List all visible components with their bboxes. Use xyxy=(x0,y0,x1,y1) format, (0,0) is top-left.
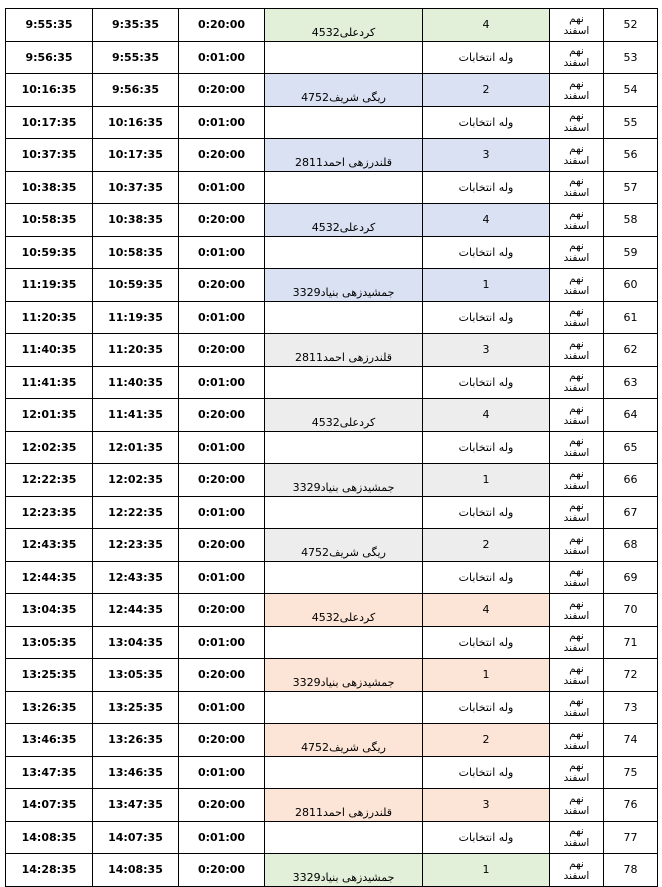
table-row xyxy=(6,74,658,107)
date-month: اسفند xyxy=(563,804,590,817)
date-day: نهم xyxy=(569,12,584,25)
table-row xyxy=(6,269,658,302)
row-number-cell: 66 xyxy=(604,464,658,497)
start-time-cell: 12:02:35 xyxy=(93,464,179,497)
candidate-cell: قلندرزهی احمد2811 xyxy=(265,789,423,822)
candidate-cell xyxy=(265,171,423,204)
code-cell: 2 xyxy=(423,529,550,562)
date-month: اسفند xyxy=(563,284,590,297)
date-cell xyxy=(550,366,604,399)
date-cell xyxy=(550,301,604,334)
row-number-cell: 56 xyxy=(604,139,658,172)
date-day: نهم xyxy=(569,45,584,58)
duration-cell: 0:20:00 xyxy=(179,464,265,497)
code-cell: وله انتخابات xyxy=(423,366,550,399)
date-month: اسفند xyxy=(563,739,590,752)
table-row xyxy=(6,789,658,822)
date-cell xyxy=(550,41,604,74)
date-month: اسفند xyxy=(563,317,590,330)
date-cell xyxy=(550,691,604,724)
candidate-cell xyxy=(265,691,423,724)
candidate-cell xyxy=(265,756,423,789)
candidate-cell: جمشیدزهی بنیاد3329 xyxy=(265,854,423,887)
code-cell: 4 xyxy=(423,399,550,432)
candidate-cell: کردعلی4532 xyxy=(265,594,423,627)
date-cell xyxy=(550,529,604,562)
date-cell xyxy=(550,659,604,692)
candidate-cell: جمشیدزهی بنیاد3329 xyxy=(265,269,423,302)
date-cell xyxy=(550,821,604,854)
table-row xyxy=(6,724,658,757)
start-time-cell: 9:55:35 xyxy=(93,41,179,74)
schedule-table xyxy=(5,8,658,887)
date-day: نهم xyxy=(569,272,584,285)
table-row xyxy=(6,821,658,854)
date-month: اسفند xyxy=(563,154,590,167)
date-cell xyxy=(550,464,604,497)
end-time-cell: 13:25:35 xyxy=(6,659,93,692)
end-time-cell: 14:28:35 xyxy=(6,854,93,887)
candidate-cell: کردعلی4532 xyxy=(265,204,423,237)
end-time-cell: 13:05:35 xyxy=(6,626,93,659)
start-time-cell: 11:19:35 xyxy=(93,301,179,334)
end-time-cell: 9:56:35 xyxy=(6,41,93,74)
date-cell xyxy=(550,399,604,432)
code-cell: 3 xyxy=(423,139,550,172)
code-cell: 4 xyxy=(423,204,550,237)
date-month: اسفند xyxy=(563,837,590,850)
date-day: نهم xyxy=(569,370,584,383)
table-row xyxy=(6,139,658,172)
code-cell: وله انتخابات xyxy=(423,496,550,529)
date-cell xyxy=(550,74,604,107)
table-row xyxy=(6,366,658,399)
candidate-cell: کردعلی4532 xyxy=(265,9,423,42)
start-time-cell: 14:08:35 xyxy=(93,854,179,887)
duration-cell: 0:20:00 xyxy=(179,334,265,367)
candidate-cell: ریگی شریف4752 xyxy=(265,724,423,757)
end-time-cell: 12:01:35 xyxy=(6,399,93,432)
start-time-cell: 11:40:35 xyxy=(93,366,179,399)
end-time-cell: 11:41:35 xyxy=(6,366,93,399)
table-row xyxy=(6,334,658,367)
code-cell: 1 xyxy=(423,659,550,692)
code-cell: 2 xyxy=(423,724,550,757)
date-cell xyxy=(550,789,604,822)
candidate-cell xyxy=(265,236,423,269)
code-cell: وله انتخابات xyxy=(423,106,550,139)
candidate-cell xyxy=(265,366,423,399)
date-day: نهم xyxy=(569,240,584,253)
code-cell: وله انتخابات xyxy=(423,236,550,269)
date-cell xyxy=(550,236,604,269)
duration-cell: 0:20:00 xyxy=(179,724,265,757)
date-day: نهم xyxy=(569,727,584,740)
date-month: اسفند xyxy=(563,122,590,135)
candidate-cell: قلندرزهی احمد2811 xyxy=(265,139,423,172)
start-time-cell: 10:59:35 xyxy=(93,269,179,302)
end-time-cell: 14:07:35 xyxy=(6,789,93,822)
row-number-cell: 71 xyxy=(604,626,658,659)
end-time-cell: 10:17:35 xyxy=(6,106,93,139)
duration-cell: 0:01:00 xyxy=(179,171,265,204)
row-number-cell: 72 xyxy=(604,659,658,692)
table-row xyxy=(6,236,658,269)
date-day: نهم xyxy=(569,695,584,708)
duration-cell: 0:01:00 xyxy=(179,626,265,659)
duration-cell: 0:20:00 xyxy=(179,659,265,692)
row-number-cell: 63 xyxy=(604,366,658,399)
row-number-cell: 65 xyxy=(604,431,658,464)
date-month: اسفند xyxy=(563,544,590,557)
date-day: نهم xyxy=(569,110,584,123)
date-day: نهم xyxy=(569,662,584,675)
candidate-cell xyxy=(265,561,423,594)
date-day: نهم xyxy=(569,792,584,805)
end-time-cell: 12:22:35 xyxy=(6,464,93,497)
start-time-cell: 13:47:35 xyxy=(93,789,179,822)
date-cell xyxy=(550,269,604,302)
date-cell xyxy=(550,724,604,757)
end-time-cell: 10:58:35 xyxy=(6,204,93,237)
candidate-cell: ریگی شریف4752 xyxy=(265,529,423,562)
candidate-cell: جمشیدزهی بنیاد3329 xyxy=(265,659,423,692)
code-cell: وله انتخابات xyxy=(423,561,550,594)
row-number-cell: 75 xyxy=(604,756,658,789)
end-time-cell: 12:02:35 xyxy=(6,431,93,464)
date-day: نهم xyxy=(569,337,584,350)
date-month: اسفند xyxy=(563,479,590,492)
date-day: نهم xyxy=(569,630,584,643)
end-time-cell: 13:46:35 xyxy=(6,724,93,757)
table-row xyxy=(6,561,658,594)
date-month: اسفند xyxy=(563,869,590,882)
row-number-cell: 61 xyxy=(604,301,658,334)
end-time-cell: 10:16:35 xyxy=(6,74,93,107)
date-month: اسفند xyxy=(563,89,590,102)
date-day: نهم xyxy=(569,402,584,415)
end-time-cell: 12:23:35 xyxy=(6,496,93,529)
start-time-cell: 13:46:35 xyxy=(93,756,179,789)
date-day: نهم xyxy=(569,142,584,155)
code-cell: وله انتخابات xyxy=(423,171,550,204)
table-row xyxy=(6,9,658,42)
row-number-cell: 76 xyxy=(604,789,658,822)
start-time-cell: 13:26:35 xyxy=(93,724,179,757)
duration-cell: 0:01:00 xyxy=(179,691,265,724)
candidate-cell: قلندرزهی احمد2811 xyxy=(265,334,423,367)
duration-cell: 0:01:00 xyxy=(179,821,265,854)
date-day: نهم xyxy=(569,857,584,870)
duration-cell: 0:01:00 xyxy=(179,301,265,334)
table-row xyxy=(6,496,658,529)
date-cell xyxy=(550,106,604,139)
duration-cell: 0:20:00 xyxy=(179,269,265,302)
date-cell xyxy=(550,756,604,789)
code-cell: 4 xyxy=(423,9,550,42)
table-row xyxy=(6,594,658,627)
date-day: نهم xyxy=(569,565,584,578)
code-cell: 3 xyxy=(423,334,550,367)
end-time-cell: 13:47:35 xyxy=(6,756,93,789)
row-number-cell: 74 xyxy=(604,724,658,757)
date-month: اسفند xyxy=(563,219,590,232)
row-number-cell: 77 xyxy=(604,821,658,854)
duration-cell: 0:20:00 xyxy=(179,9,265,42)
row-number-cell: 52 xyxy=(604,9,658,42)
date-month: اسفند xyxy=(563,707,590,720)
start-time-cell: 10:37:35 xyxy=(93,171,179,204)
table-row xyxy=(6,626,658,659)
candidate-cell xyxy=(265,431,423,464)
duration-cell: 0:20:00 xyxy=(179,139,265,172)
candidate-cell: ریگی شریف4752 xyxy=(265,74,423,107)
start-time-cell: 12:44:35 xyxy=(93,594,179,627)
duration-cell: 0:01:00 xyxy=(179,756,265,789)
code-cell: وله انتخابات xyxy=(423,691,550,724)
code-cell: 1 xyxy=(423,269,550,302)
date-day: نهم xyxy=(569,305,584,318)
date-month: اسفند xyxy=(563,252,590,265)
duration-cell: 0:20:00 xyxy=(179,594,265,627)
date-month: اسفند xyxy=(563,577,590,590)
table-row xyxy=(6,659,658,692)
code-cell: وله انتخابات xyxy=(423,41,550,74)
date-day: نهم xyxy=(569,532,584,545)
code-cell: وله انتخابات xyxy=(423,431,550,464)
duration-cell: 0:20:00 xyxy=(179,399,265,432)
row-number-cell: 58 xyxy=(604,204,658,237)
duration-cell: 0:01:00 xyxy=(179,236,265,269)
duration-cell: 0:20:00 xyxy=(179,529,265,562)
duration-cell: 0:01:00 xyxy=(179,431,265,464)
row-number-cell: 73 xyxy=(604,691,658,724)
end-time-cell: 9:55:35 xyxy=(6,9,93,42)
date-cell xyxy=(550,594,604,627)
date-month: اسفند xyxy=(563,349,590,362)
duration-cell: 0:01:00 xyxy=(179,496,265,529)
end-time-cell: 13:04:35 xyxy=(6,594,93,627)
date-month: اسفند xyxy=(563,512,590,525)
date-cell xyxy=(550,561,604,594)
duration-cell: 0:01:00 xyxy=(179,366,265,399)
date-day: نهم xyxy=(569,500,584,513)
date-cell xyxy=(550,854,604,887)
end-time-cell: 12:43:35 xyxy=(6,529,93,562)
duration-cell: 0:01:00 xyxy=(179,41,265,74)
code-cell: وله انتخابات xyxy=(423,821,550,854)
row-number-cell: 64 xyxy=(604,399,658,432)
end-time-cell: 11:20:35 xyxy=(6,301,93,334)
row-number-cell: 67 xyxy=(604,496,658,529)
start-time-cell: 10:58:35 xyxy=(93,236,179,269)
start-time-cell: 10:38:35 xyxy=(93,204,179,237)
row-number-cell: 68 xyxy=(604,529,658,562)
code-cell: 2 xyxy=(423,74,550,107)
date-day: نهم xyxy=(569,597,584,610)
date-cell xyxy=(550,431,604,464)
table-row xyxy=(6,854,658,887)
duration-cell: 0:20:00 xyxy=(179,789,265,822)
candidate-cell xyxy=(265,301,423,334)
end-time-cell: 10:38:35 xyxy=(6,171,93,204)
date-day: نهم xyxy=(569,760,584,773)
start-time-cell: 12:01:35 xyxy=(93,431,179,464)
code-cell: وله انتخابات xyxy=(423,626,550,659)
candidate-cell xyxy=(265,821,423,854)
date-cell xyxy=(550,334,604,367)
row-number-cell: 70 xyxy=(604,594,658,627)
table-row xyxy=(6,41,658,74)
table-row xyxy=(6,106,658,139)
start-time-cell: 11:20:35 xyxy=(93,334,179,367)
start-time-cell: 12:23:35 xyxy=(93,529,179,562)
row-number-cell: 59 xyxy=(604,236,658,269)
date-cell xyxy=(550,9,604,42)
candidate-cell xyxy=(265,106,423,139)
date-month: اسفند xyxy=(563,57,590,70)
start-time-cell: 13:25:35 xyxy=(93,691,179,724)
table-row xyxy=(6,464,658,497)
date-cell xyxy=(550,204,604,237)
start-time-cell: 9:35:35 xyxy=(93,9,179,42)
date-month: اسفند xyxy=(563,24,590,37)
date-day: نهم xyxy=(569,435,584,448)
row-number-cell: 55 xyxy=(604,106,658,139)
row-number-cell: 54 xyxy=(604,74,658,107)
start-time-cell: 14:07:35 xyxy=(93,821,179,854)
table-row xyxy=(6,691,658,724)
table-row xyxy=(6,301,658,334)
start-time-cell: 10:16:35 xyxy=(93,106,179,139)
code-cell: 4 xyxy=(423,594,550,627)
end-time-cell: 11:19:35 xyxy=(6,269,93,302)
date-day: نهم xyxy=(569,467,584,480)
end-time-cell: 11:40:35 xyxy=(6,334,93,367)
duration-cell: 0:01:00 xyxy=(179,561,265,594)
date-month: اسفند xyxy=(563,674,590,687)
date-cell xyxy=(550,496,604,529)
date-day: نهم xyxy=(569,825,584,838)
row-number-cell: 62 xyxy=(604,334,658,367)
end-time-cell: 14:08:35 xyxy=(6,821,93,854)
date-month: اسفند xyxy=(563,447,590,460)
end-time-cell: 10:59:35 xyxy=(6,236,93,269)
candidate-cell xyxy=(265,496,423,529)
table-row xyxy=(6,431,658,464)
date-month: اسفند xyxy=(563,609,590,622)
date-day: نهم xyxy=(569,77,584,90)
start-time-cell: 11:41:35 xyxy=(93,399,179,432)
candidate-cell: جمشیدزهی بنیاد3329 xyxy=(265,464,423,497)
code-cell: 1 xyxy=(423,464,550,497)
date-month: اسفند xyxy=(563,187,590,200)
date-month: اسفند xyxy=(563,382,590,395)
duration-cell: 0:20:00 xyxy=(179,204,265,237)
date-day: نهم xyxy=(569,175,584,188)
candidate-cell xyxy=(265,626,423,659)
start-time-cell: 13:04:35 xyxy=(93,626,179,659)
table-row xyxy=(6,529,658,562)
table-row xyxy=(6,171,658,204)
code-cell: وله انتخابات xyxy=(423,756,550,789)
date-month: اسفند xyxy=(563,642,590,655)
candidate-cell: کردعلی4532 xyxy=(265,399,423,432)
table-row xyxy=(6,756,658,789)
row-number-cell: 78 xyxy=(604,854,658,887)
duration-cell: 0:20:00 xyxy=(179,74,265,107)
table-row xyxy=(6,204,658,237)
start-time-cell: 10:17:35 xyxy=(93,139,179,172)
code-cell: وله انتخابات xyxy=(423,301,550,334)
date-cell xyxy=(550,626,604,659)
end-time-cell: 13:26:35 xyxy=(6,691,93,724)
duration-cell: 0:01:00 xyxy=(179,106,265,139)
candidate-cell xyxy=(265,41,423,74)
start-time-cell: 12:22:35 xyxy=(93,496,179,529)
row-number-cell: 53 xyxy=(604,41,658,74)
code-cell: 3 xyxy=(423,789,550,822)
start-time-cell: 12:43:35 xyxy=(93,561,179,594)
row-number-cell: 69 xyxy=(604,561,658,594)
end-time-cell: 10:37:35 xyxy=(6,139,93,172)
date-month: اسفند xyxy=(563,772,590,785)
date-month: اسفند xyxy=(563,414,590,427)
date-day: نهم xyxy=(569,207,584,220)
start-time-cell: 9:56:35 xyxy=(93,74,179,107)
code-cell: 1 xyxy=(423,854,550,887)
start-time-cell: 13:05:35 xyxy=(93,659,179,692)
row-number-cell: 57 xyxy=(604,171,658,204)
schedule-body xyxy=(6,9,658,887)
date-cell xyxy=(550,139,604,172)
date-cell xyxy=(550,171,604,204)
row-number-cell: 60 xyxy=(604,269,658,302)
end-time-cell: 12:44:35 xyxy=(6,561,93,594)
table-row xyxy=(6,399,658,432)
duration-cell: 0:20:00 xyxy=(179,854,265,887)
